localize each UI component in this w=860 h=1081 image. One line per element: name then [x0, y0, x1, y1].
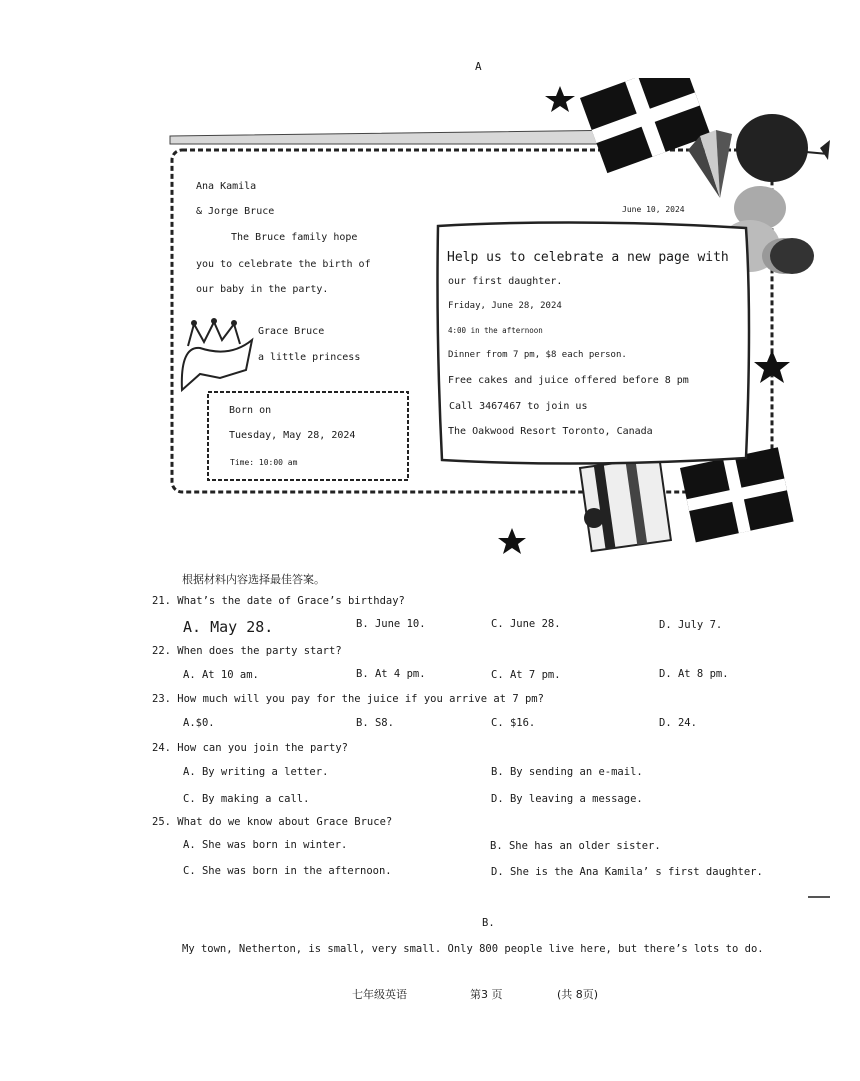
star-bottom-icon: [498, 528, 526, 554]
option-b: B. S8.: [356, 717, 394, 729]
question-stem: 23. How much will you pay for the juice if you arrive at 7 pm?: [152, 693, 544, 705]
section-a-label: A: [475, 60, 482, 73]
option-c: C. By making a call.: [183, 793, 310, 805]
invitation-headline: Help us to celebrate a new page with: [447, 250, 729, 265]
option-a: A.$0.: [183, 717, 215, 729]
section-b-text: My town, Netherton, is small, very small. Only 800 people live here, but there’s lots to do.: [182, 943, 764, 955]
baby-name: Grace Bruce: [258, 326, 325, 337]
dinner-info: Dinner from 7 pm, $8 each person.: [448, 350, 627, 360]
ornament-icon: [584, 508, 604, 528]
footer-page: 第3 页: [470, 988, 503, 1001]
free-food-info: Free cakes and juice offered before 8 pm: [448, 375, 689, 386]
option-b: B. June 10.: [356, 618, 426, 630]
option-c: C. At 7 pm.: [491, 669, 561, 681]
striped-box-icon: [580, 457, 671, 551]
invitation-date: June 10, 2024: [622, 205, 685, 214]
option-d: D. 24.: [659, 717, 697, 729]
question-stem: 21. What’s the date of Grace’s birthday?: [152, 595, 405, 607]
option-c: C. $16.: [491, 717, 536, 729]
born-label: Born on: [229, 405, 272, 416]
question-stem: 22. When does the party start?: [152, 645, 342, 657]
born-time: Time: 10:00 am: [230, 458, 298, 467]
section-b-label: B.: [482, 917, 495, 929]
question-stem: 24. How can you join the party?: [152, 742, 348, 754]
balloon-icon: [736, 114, 830, 182]
option-d: D. By leaving a message.: [491, 793, 643, 805]
option-b: B. At 4 pm.: [356, 668, 426, 680]
gift-box-top-icon: [580, 78, 711, 173]
scan-mark: [808, 896, 830, 898]
hope-line-2: you to celebrate the birth of: [196, 259, 371, 270]
option-d: D. She is the Ana Kamila’ s first daughter.: [491, 866, 763, 878]
top-ribbon: [170, 130, 630, 144]
born-date: Tuesday, May 28, 2024: [229, 430, 356, 441]
option-c: C. She was born in the afternoon.: [183, 865, 392, 877]
venue-info: The Oakwood Resort Toronto, Canada: [448, 426, 653, 437]
question-stem: 25. What do we know about Grace Bruce?: [152, 816, 393, 828]
option-d: D. At 8 pm.: [659, 668, 729, 680]
option-a: A. By writing a letter.: [183, 766, 329, 778]
small-balloon-icon: [770, 238, 814, 274]
option-d: D. July 7.: [659, 619, 723, 631]
baby-title: a little princess: [258, 352, 361, 363]
party-date: Friday, June 28, 2024: [448, 301, 562, 311]
footer-grade: 七年级英语: [352, 988, 407, 1001]
option-c: C. June 28.: [491, 618, 561, 630]
hope-line-1: The Bruce family hope: [231, 232, 358, 243]
invitation-headline-2: our first daughter.: [448, 276, 563, 287]
crown-icon: [182, 318, 252, 390]
option-a: A. She was born in winter.: [183, 839, 348, 851]
option-a: A. At 10 am.: [183, 669, 259, 681]
option-b: B. She has an older sister.: [490, 840, 661, 852]
hope-line-3: our baby in the party.: [196, 284, 329, 295]
parents-name-1: Ana Kamila: [196, 181, 257, 192]
star-right-icon: [754, 350, 790, 383]
option-a: A. May 28.: [183, 618, 274, 636]
invitation-card-art: [160, 78, 840, 568]
instruction: 根据材料内容选择最佳答案。: [182, 573, 325, 586]
party-time: 4:00 in the afternoon: [448, 326, 543, 335]
star-top-icon: [545, 86, 575, 112]
option-b: B. By sending an e-mail.: [491, 766, 643, 778]
call-info: Call 3467467 to join us: [449, 401, 588, 412]
footer-total: (共 8页): [557, 988, 599, 1001]
parents-name-2: & Jorge Bruce: [196, 206, 275, 217]
